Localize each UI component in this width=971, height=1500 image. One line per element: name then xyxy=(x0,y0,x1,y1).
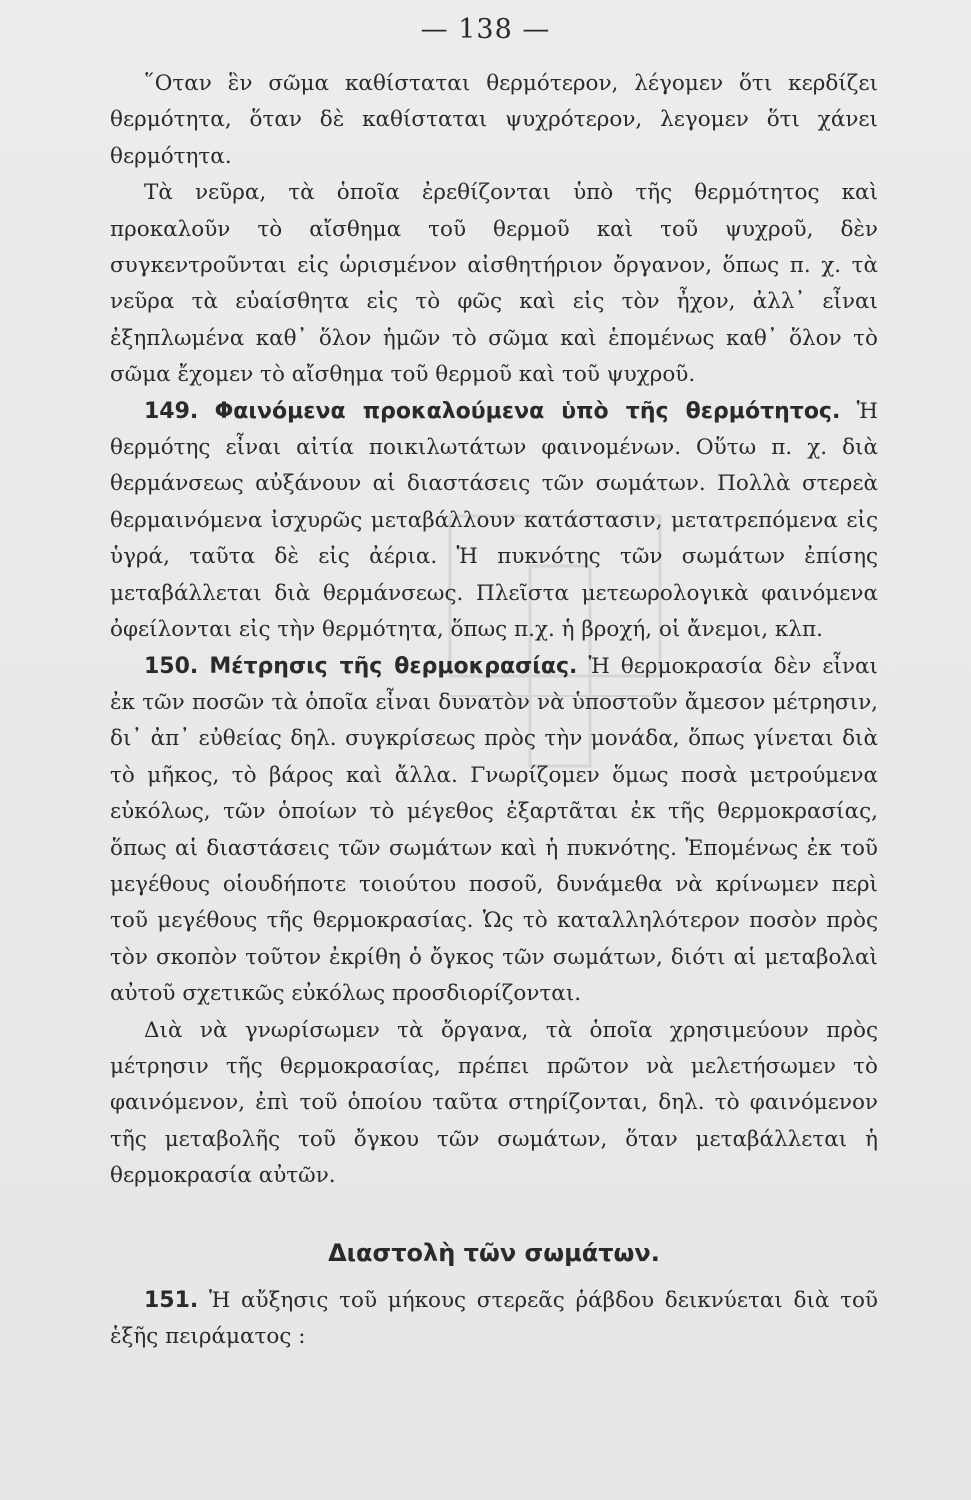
section-150-text: Ἡ θερμοκρασία δὲν εἶναι ἐκ τῶν ποσῶν τὰ ὁποῖα εἶναι δυνατὸν νὰ ὑποστοῦν ἄμεσον μέτρησιν, δι᾽ ἀπ᾽ εὐθείας δηλ. συγκρίσεως πρὸς τὴν μονάδα, ὅπως γίνεται διὰ τὸ μῆκος, τὸ βάρος καὶ ἄλλα. Γνωρίζομεν ὅμως ποσὰ μετρούμενα εὐκόλως, τῶν ὁποίων τὸ μέγεθος ἐξαρτᾶται ἐκ τῆς θερμοκρασίας, ὅπως αἱ διαστάσεις τῶν σωμάτων καὶ ἡ πυκνότης. Ἑπομένως ἐκ τοῦ μεγέθους οἱουδήποτε τοιούτου ποσοῦ, δυνάμεθα νὰ κρίνωμεν περὶ τοῦ μεγέθους τῆς θερμοκρασίας. Ὡς τὸ καταλληλότερον ποσὸν πρὸς τὸν σκοπὸν τοῦτον ἐκρίθη ὁ ὄγκος τῶν σωμάτων, διότι αἱ μεταβολαὶ αὐτοῦ σχετικῶς εὐκόλως προσδιορίζονται. xyxy=(110,653,878,1007)
section-151-number: 151. xyxy=(144,1288,199,1313)
page-body xyxy=(110,66,878,1356)
section-149 xyxy=(110,394,878,649)
section-151 xyxy=(110,1283,878,1356)
section-149-heading: Φαινόμενα προκαλούμενα ὑπὸ τῆς θερμότητος. xyxy=(214,398,841,424)
paragraph-instruments: Διὰ νὰ γνωρίσωμεν τὰ ὄργανα, τὰ ὁποῖα χρησιμεύουν πρὸς μέτρησιν τῆς θερμοκρασίας, πρέπει πρῶτον νὰ μελετήσωμεν τὸ φαινόμενον, ἐπὶ τοῦ ὁποίου ταῦτα στηρίζονται, δηλ. τὸ φαινόμενον τῆς μεταβολῆς τοῦ ὄγκου τῶν σωμάτων, ὅταν μεταβάλλεται ἡ θερμοκρασία αὐτῶν. xyxy=(110,1017,878,1189)
section-149-number: 149. xyxy=(144,398,199,424)
section-151-text: Ἡ αὔξησις τοῦ μήκους στερεᾶς ῥάβδου δεικνύεται διὰ τοῦ ἑξῆς πειράματος : xyxy=(110,1288,879,1350)
page-number: — 138 — xyxy=(420,14,551,45)
section-150-heading: Μέτρησις τῆς θερμοκρασίας. xyxy=(209,653,578,679)
section-150-number: 150. xyxy=(144,653,199,679)
section-150 xyxy=(110,649,878,1013)
paragraph-heat-gain-loss: ῞Οταν ἓν σῶμα καθίσταται θερμότερον, λέγομεν ὅτι κερδίζει θερμότητα, ὅταν δὲ καθίσταται ψυχρότερον, λεγομεν ὅτι χάνει θερμότητα. xyxy=(110,71,878,169)
paragraph-nerves: Τὰ νεῦρα, τὰ ὁποῖα ἐρεθίζονται ὑπὸ τῆς θερμότητος καὶ προκαλοῦν τὸ αἴσθημα τοῦ θερμοῦ καὶ τοῦ ψυχροῦ, δὲν συγκεντροῦνται εἰς ὡρισμένον αἰσθητήριον ὄργανον, ὅπως π. χ. τὰ νεῦρα τὰ εὐαίσθητα εἰς τὸ φῶς καὶ εἰς τὸν ἦχον, ἀλλ᾽ εἶναι ἐξηπλωμένα καθ᾽ ὅλον ἡμῶν τὸ σῶμα καὶ ἑπομένως καθ᾽ ὅλον τὸ σῶμα ἔχομεν τὸ αἴσθημα τοῦ θερμοῦ καὶ τοῦ ψυχροῦ. xyxy=(110,180,878,388)
section-149-text: Ἡ θερμότης εἶναι αἰτία ποικιλωτάτων φαινομένων. Οὕτω π. χ. διὰ θερμάνσεως αὐξάνουν αἱ διαστάσεις τῶν σωμάτων. Πολλὰ στερεὰ θερμαινόμενα ἰσχυρῶς μεταβάλλουν κατάστασιν, μετατρεπόμενα εἰς ὑγρά, ταῦτα δὲ εἰς ἀέρια. Ἡ πυκνότης τῶν σωμάτων ἐπίσης μεταβάλλεται διὰ θερμάνσεως. Πλεῖστα μετεωρολογικὰ φαινόμενα ὀφείλονται εἰς τὴν θερμότητα, ὅπως π.χ. ἡ βροχή, οἱ ἄνεμοι, κλπ. xyxy=(110,398,878,643)
section-title-expansion: Διαστολὴ τῶν σωμάτων. xyxy=(328,1238,660,1267)
